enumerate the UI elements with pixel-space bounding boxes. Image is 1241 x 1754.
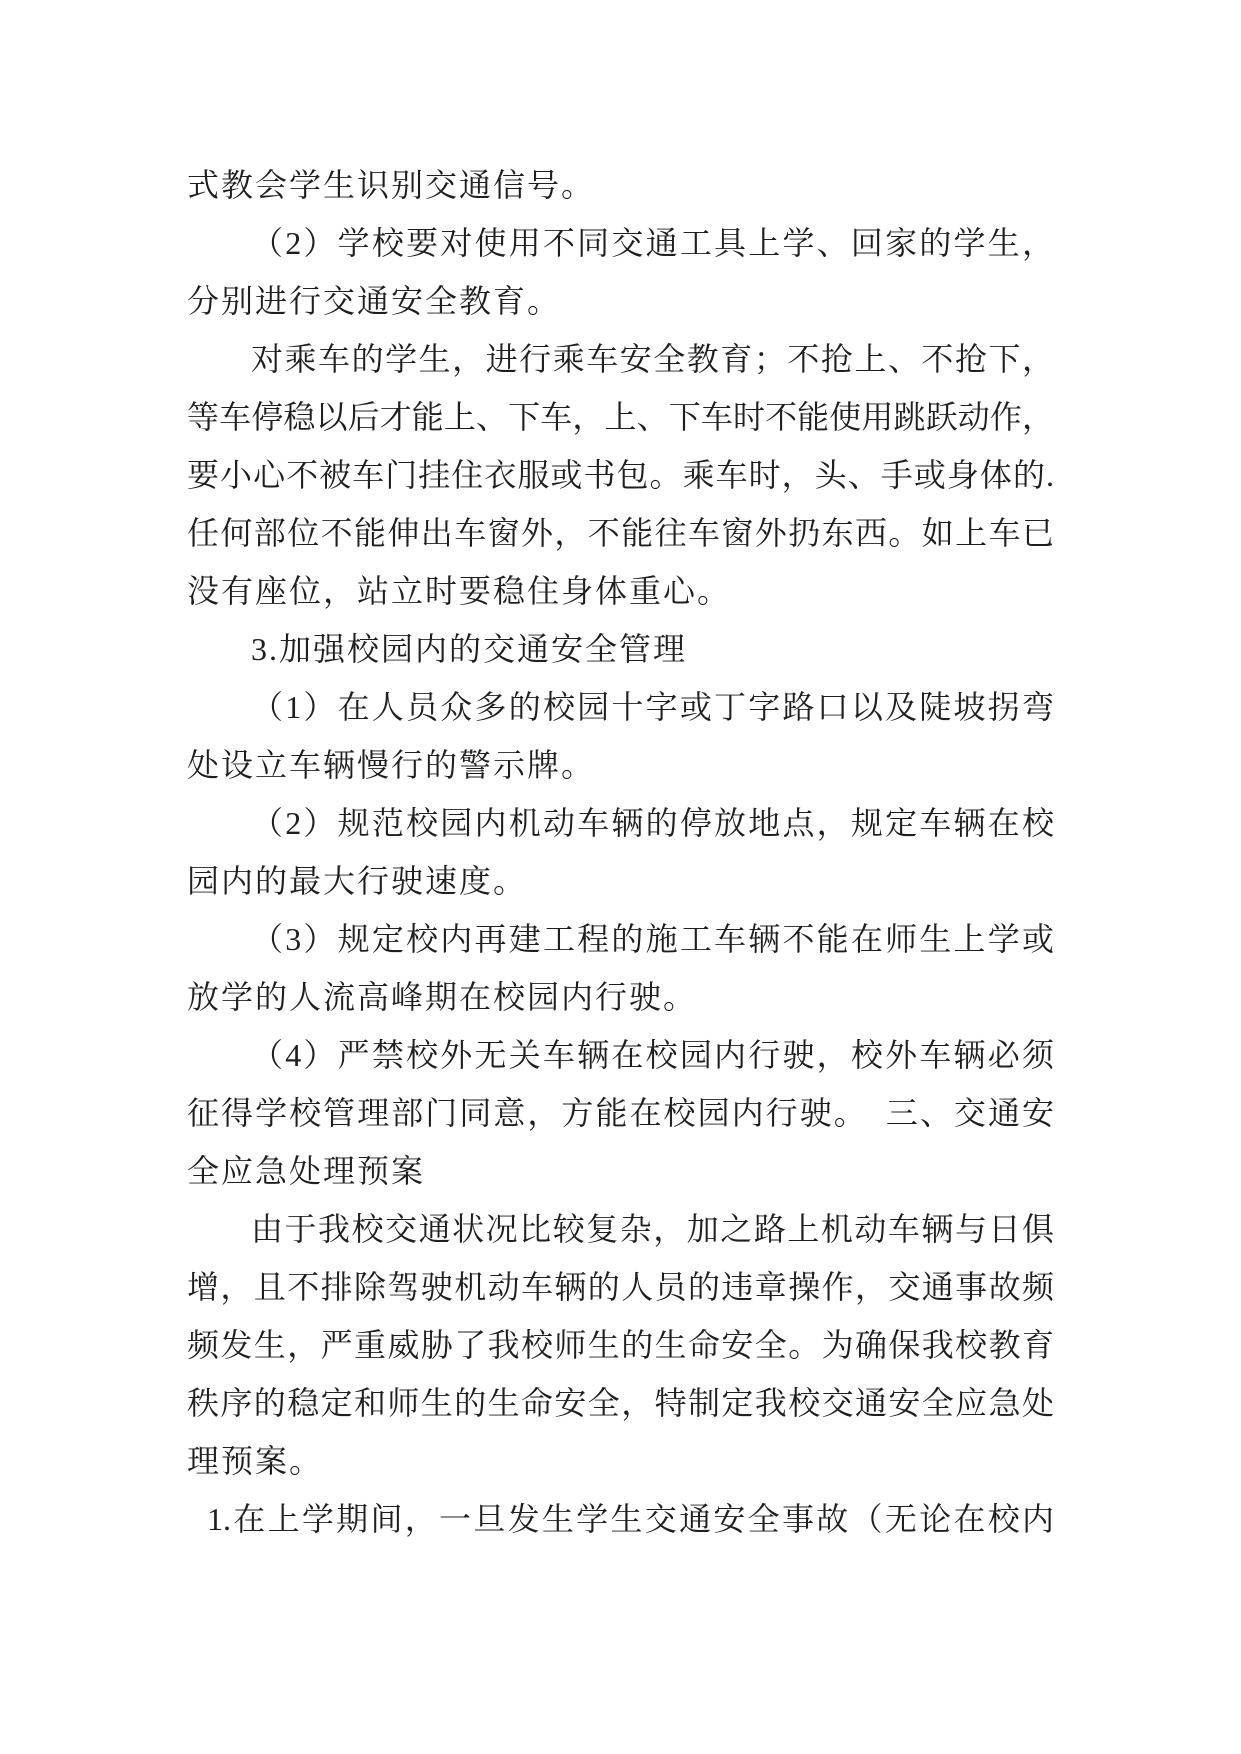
text-line: 理预案。 <box>187 1443 324 1479</box>
text-line: （2）规范校园内机动车辆的停放地点，规定车辆在校 <box>251 805 1054 841</box>
text-line: （2）学校要对使用不同交通工具上学、回家的学生， <box>251 225 1054 261</box>
text-line: 园内的最大行驶速度。 <box>187 863 528 899</box>
text-line: （1）在人员众多的校园十字或丁字路口以及陡坡拐弯 <box>251 689 1054 725</box>
text-line: 任何部位不能伸出车窗外，不能往车窗外扔东西。如上车已 <box>187 515 1054 551</box>
text-line: 没有座位，站立时要稳住身体重心。 <box>187 573 732 609</box>
text-line: 增，且不排除驾驶机动车辆的人员的违章操作，交通事故频 <box>187 1269 1054 1305</box>
text-line: （4）严禁校外无关车辆在校园内行驶，校外车辆必须 <box>251 1037 1054 1073</box>
text-line: 3.加强校园内的交通安全管理 <box>251 631 688 667</box>
text-line: 处设立车辆慢行的警示牌。 <box>187 747 596 783</box>
text-line: 秩序的稳定和师生的生命安全，特制定我校交通安全应急处 <box>187 1385 1054 1421</box>
text-line: 征得学校管理部门同意，方能在校园内行驶。 三、交通安 <box>187 1095 1054 1131</box>
text-column <box>187 156 1054 1548</box>
text-line: 1.在上学期间，一旦发生学生交通安全事故（无论在校内 <box>207 1501 1054 1537</box>
text-line: 等车停稳以后才能上、下车，上、下车时不能使用跳跃动作， <box>187 399 1054 435</box>
text-line: 式教会学生识别交通信号。 <box>187 167 596 203</box>
text-line: 频发生，严重威胁了我校师生的生命安全。为确保我校教育 <box>187 1327 1054 1363</box>
text-line: 分别进行交通安全教育。 <box>187 283 562 319</box>
text-line: 要小心不被车门挂住衣服或书包。乘车时，头、手或身体的. <box>187 457 1054 493</box>
text-line: 对乘车的学生，进行乘车安全教育；不抢上、不抢下， <box>251 341 1054 377</box>
text-line: 放学的人流高峰期在校园内行驶。 <box>187 979 698 1015</box>
text-line: （3）规定校内再建工程的施工车辆不能在师生上学或 <box>251 921 1054 957</box>
text-line: 由于我校交通状况比较复杂，加之路上机动车辆与日俱 <box>251 1211 1054 1247</box>
text-line: 全应急处理预案 <box>187 1153 426 1189</box>
